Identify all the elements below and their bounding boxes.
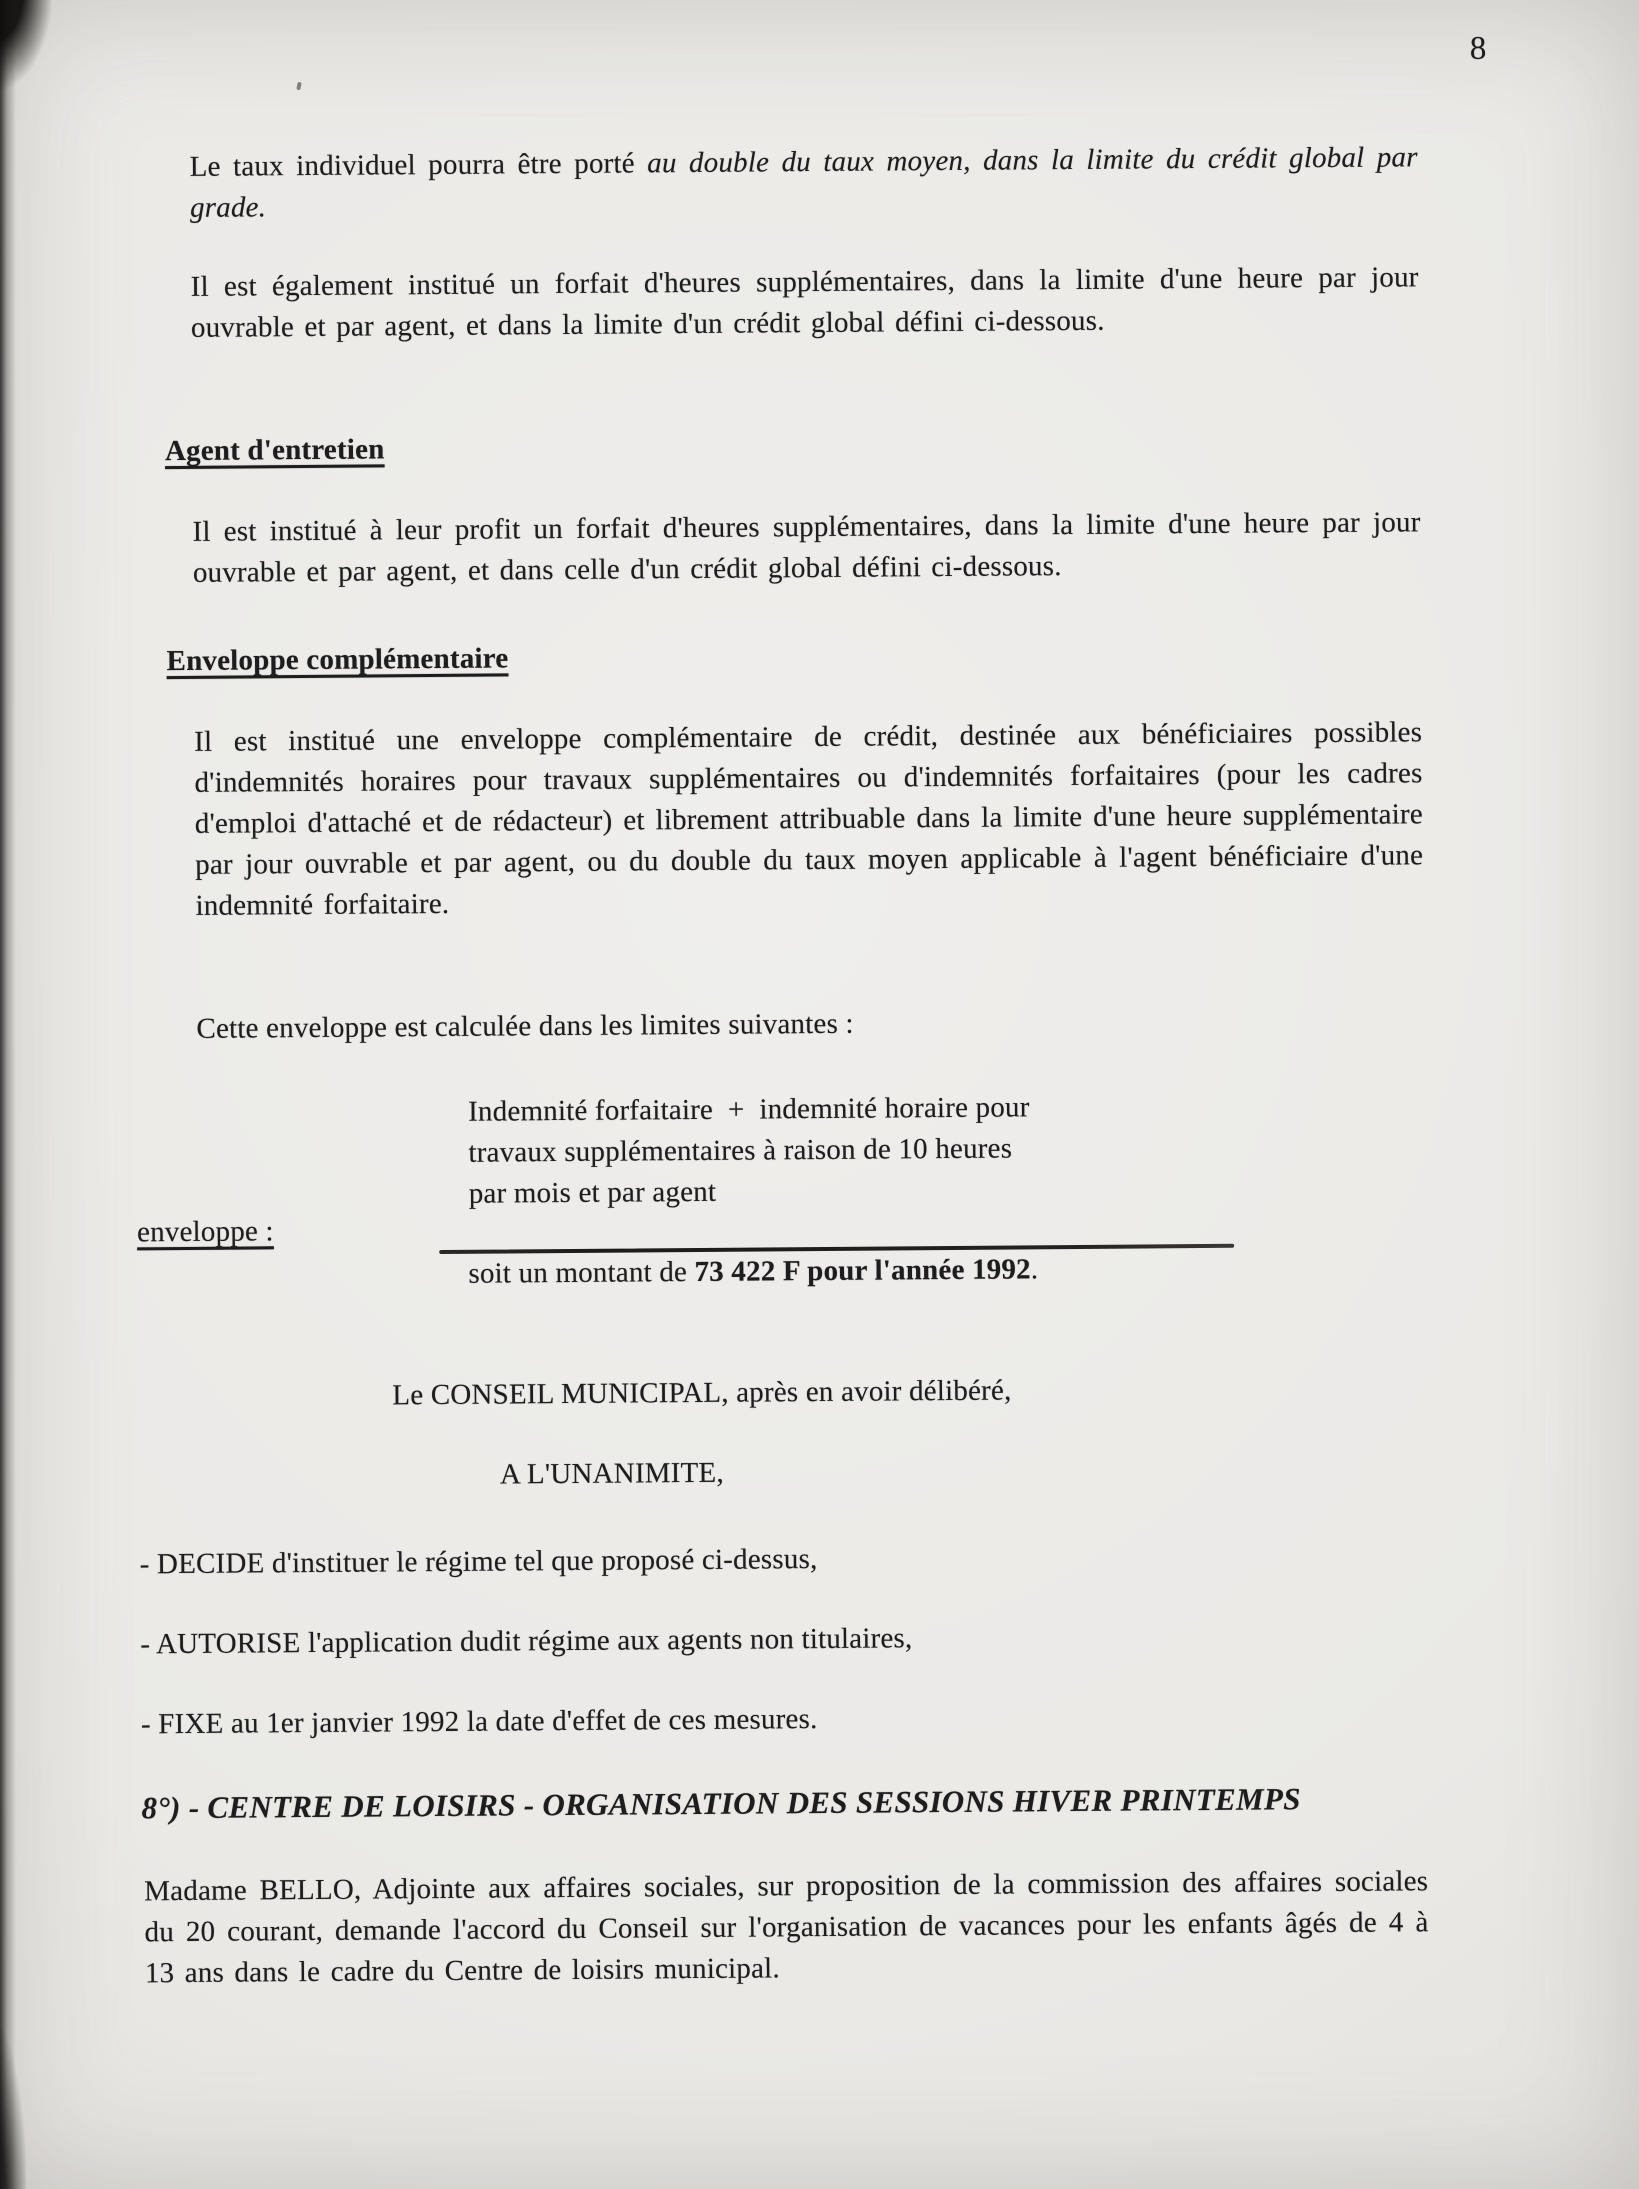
heading-agent-entretien: Agent d'entretien bbox=[164, 433, 385, 468]
paragraph-madame-bello: Madame BELLO, Adjointe aux affaires sociales, sur proposition de la commission des affaires sociales du 20 courant, demande l'accord du Conseil sur l'organisation de vacances pour les enfants âgés de 4 à 13 ans dans le cadre du Centre de loisirs municipal. bbox=[144, 1865, 1429, 1990]
enveloppe-label: enveloppe : bbox=[136, 1215, 274, 1249]
paragraph-forfait-heures: Il est également institué un forfait d'heures supplémentaires, dans la limite d'une heure par jour ouvrable et par agent, et dans la limite d'un crédit global défini ci-dessous. bbox=[190, 261, 1419, 344]
formula-line-1: Indemnité forfaitaire + indemnité horaire pour bbox=[467, 1091, 1030, 1128]
unanimity-line: A L'UNANIMITE, bbox=[499, 1456, 724, 1491]
paragraph-taux-normal-text: Le taux individuel pourra être porté bbox=[189, 147, 648, 183]
result-prefix-text: soit un montant de bbox=[468, 1255, 695, 1290]
paragraph-agent-profit: Il est institué à leur profit un forfait d'heures supplémentaires, dans la limite d'une heure par jour ouvrable et par agent, et dans celle d'un crédit global défini ci-dessous. bbox=[192, 506, 1421, 589]
scan-edge-left bbox=[0, 0, 16, 2189]
paragraph-taux-italic-text: au double du taux moyen, dans la limite du crédit global par grade. bbox=[189, 141, 1418, 224]
formula-line-2: travaux supplémentaires à raison de 10 heures bbox=[468, 1132, 1013, 1169]
decision-fixe: - FIXE au 1er janvier 1992 la date d'effet de ces mesures. bbox=[140, 1703, 818, 1741]
heading-centre-de-loisirs: 8°) - CENTRE DE LOISIRS - ORGANISATION DES SESSIONS HIVER PRINTEMPS bbox=[141, 1781, 1301, 1826]
formula-block bbox=[468, 1087, 1030, 1214]
scan-corner-bottom-left bbox=[0, 2029, 26, 2189]
decision-autorise: - AUTORISE l'application dudit régime aux agents non titulaires, bbox=[140, 1622, 913, 1661]
formula-line-3: par mois et par agent bbox=[468, 1175, 717, 1210]
paragraph-limites-suivantes: Cette enveloppe est calculée dans les limites suivantes : bbox=[196, 1007, 854, 1045]
council-deliberation-line: Le CONSEIL MUNICIPAL, après en avoir délibéré, bbox=[392, 1374, 1012, 1412]
result-amount-text: 73 422 F pour l'année 1992 bbox=[694, 1253, 1031, 1288]
scan-corner-top-left bbox=[0, 0, 52, 90]
paragraph-enveloppe-credit: Il est institué une enveloppe complémentaire de crédit, destinée aux bénéficiaires possibles d'indemnités horaires pour travaux supplémentaires ou d'indemnités forfaitaires (pour les cadres d'emploi d'attaché et de rédacteur) et librement attribuable dans la limite d'une heure supplémentaire par jour ouvrable et par agent, ou du double du taux moyen applicable à l'agent bénéficiaire d'une indemnité forfaitaire. bbox=[194, 716, 1424, 922]
decision-decide: - DECIDE d'instituer le régime tel que proposé ci-dessus, bbox=[139, 1543, 818, 1581]
heading-enveloppe-complementaire: Enveloppe complémentaire bbox=[166, 642, 509, 678]
paragraph-taux-individuel bbox=[190, 137, 1419, 229]
result-suffix-text: . bbox=[1030, 1253, 1039, 1286]
page-number: 8 bbox=[1469, 30, 1487, 67]
result-line bbox=[468, 1249, 1038, 1294]
